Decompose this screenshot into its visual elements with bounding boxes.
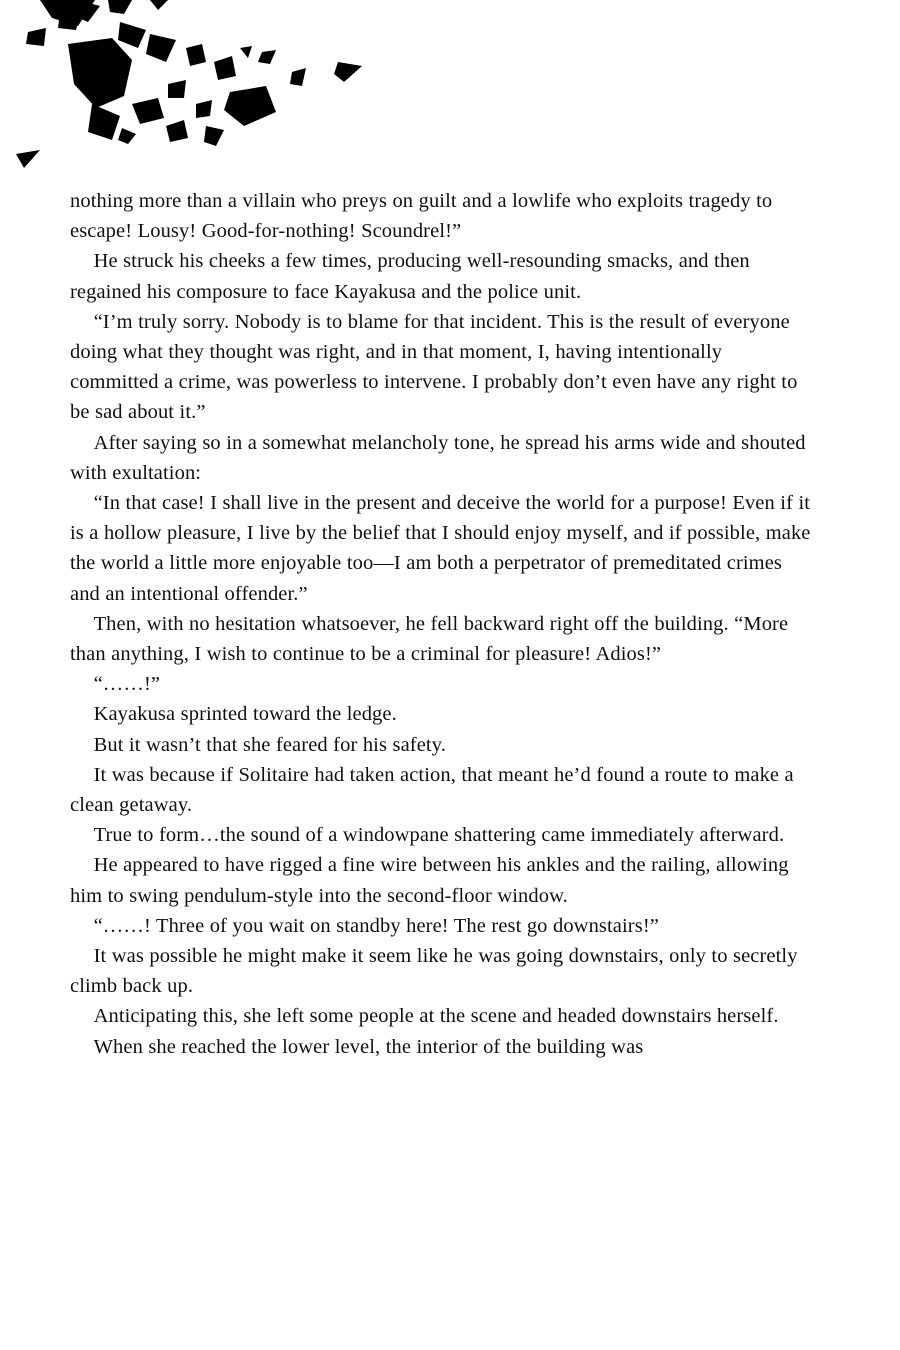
paragraph: He appeared to have rigged a fine wire between his ankles and the railing, allowing him to swing pendulum-style into the second-floor window. [70, 854, 789, 907]
paragraph: He struck his cheeks a few times, producing well-resounding smacks, and then regained his composure to face Kayakusa and the police unit. [70, 250, 750, 303]
paragraph: Then, with no hesitation whatsoever, he fell backward right off the building. “More than anything, I wish to continue to be a criminal for pleasure! Adios!” [70, 612, 789, 666]
paragraph: Kayakusa sprinted toward the ledge. [93, 703, 397, 726]
paragraph: It was possible he might make it seem like he was going downstairs, only to secretly climb back up. [70, 945, 798, 998]
paragraph: “In that case! I shall live in the present and deceive the world for a purpose! Even if it is a hollow pleasure, I live by the belief that I should enjoy myself, and if possible, make the world a little more enjoyable too—I am both a perpetrator of premeditated crimes and an intentional offender.” [70, 492, 811, 605]
shattered-glass-shards-icon [0, 0, 420, 185]
paragraph: But it wasn’t that she feared for his safety. [93, 733, 446, 756]
paragraph: Anticipating this, she left some people at the scene and headed downstairs herself. [93, 1005, 779, 1028]
paragraph: It was because if Solitaire had taken action, that meant he’d found a route to make a clean getaway. [70, 763, 794, 817]
paragraph: When she reached the lower level, the interior of the building was [93, 1035, 644, 1058]
paragraph: “I’m truly sorry. Nobody is to blame for that incident. This is the result of everyone doing what they thought was right, and in that moment, I, having intentionally committed a crime, was powerless to intervene. I probably don’t even have any right to be sad about it.” [70, 310, 798, 424]
paragraph: “……! Three of you wait on standby here! The rest go downstairs!” [93, 914, 659, 937]
page-body-text [70, 186, 812, 1062]
paragraph: True to form…the sound of a windowpane shattering came immediately afterward. [93, 824, 785, 847]
paragraph: nothing more than a villain who preys on guilt and a lowlife who exploits tragedy to escape! Lousy! Good-for-nothing! Scoundrel!” [70, 190, 773, 243]
paragraph: “……!” [93, 673, 161, 696]
paragraph: After saying so in a somewhat melancholy tone, he spread his arms wide and shouted with exultation: [70, 431, 806, 484]
